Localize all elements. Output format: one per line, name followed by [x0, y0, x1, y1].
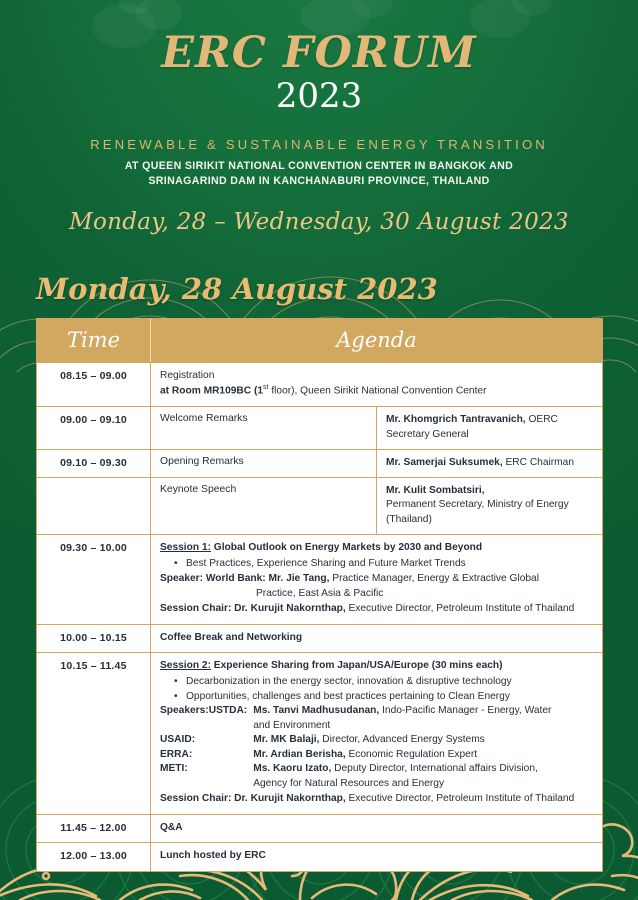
agenda-table	[36, 318, 603, 872]
day-heading: Monday, 28 August 2023	[36, 272, 438, 306]
session-label: Session 1:	[160, 542, 211, 554]
session-chair-label: Session Chair: Dr. Kurujit Nakornthap,	[160, 793, 346, 805]
row-time: 10.15 – 11.45	[37, 653, 151, 814]
speaker-list	[160, 704, 594, 791]
row-agenda: Lunch hosted by ERC	[151, 843, 603, 871]
speaker-role: Indo-Pacific Manager - Energy, Water	[379, 705, 552, 717]
session-heading	[160, 541, 594, 555]
session-label: Session 2:	[160, 660, 211, 672]
column-header-time: Time	[37, 319, 151, 363]
speaker-detail	[253, 762, 594, 791]
list-item: • Decarbonization in the energy sector, innovation & disruptive technology	[160, 675, 594, 690]
speaker-label: Speaker:	[160, 573, 204, 585]
session-chair-line	[160, 792, 594, 806]
session-chair-role: Executive Director, Petroleum Institute of Thailand	[345, 603, 575, 615]
list-item: • Best Practices, Experience Sharing and Future Market Trends	[160, 557, 594, 572]
speaker-name: Ms. Tanvi Madhusudanan,	[253, 705, 380, 717]
speaker-detail	[253, 748, 594, 762]
venue-lines	[0, 159, 638, 189]
row-agenda: Q&A	[151, 814, 603, 842]
speaker-org-name: USTDA:	[208, 705, 248, 717]
speaker-role: OERC Secretary General	[386, 414, 558, 440]
agenda-table-head	[37, 319, 603, 363]
row-time: 09.00 – 09.10	[37, 407, 151, 450]
row-speaker	[377, 449, 603, 477]
speaker-entry	[160, 704, 594, 733]
speaker-org	[160, 704, 253, 733]
row-time	[37, 478, 151, 535]
session-heading	[160, 659, 594, 673]
speaker-name: Mr. Samerjai Suksumek,	[386, 456, 503, 468]
speaker-name: Mr. Kulit Sombatsiri,	[386, 485, 485, 497]
speaker-role: Practice Manager, Energy & Extractive Global	[329, 573, 539, 585]
agenda-table-body	[37, 363, 603, 872]
speaker-role: Director, Advanced Energy Systems	[319, 734, 485, 746]
registration-title: Registration	[160, 370, 215, 381]
speaker-role: Permanent Secretary, Ministry of Energy (Thailand)	[386, 499, 569, 525]
speaker-role: Economic Regulation Expert	[345, 748, 478, 760]
row-time: 11.45 – 12.00	[37, 814, 151, 842]
speaker-role: ERC Chairman	[502, 456, 574, 468]
speaker-role: Deputy Director, International affairs Division,	[331, 763, 538, 775]
table-row	[37, 363, 603, 407]
table-row	[37, 843, 603, 871]
speaker-name: Mr. Ardian Berisha,	[253, 748, 346, 760]
speaker-name: Mr. Khomgrich Tantravanich,	[386, 414, 526, 426]
session-bullets	[160, 675, 594, 705]
speaker-name: World Bank: Mr. Jie Tang,	[203, 573, 330, 585]
poster-header	[0, 0, 638, 235]
row-agenda	[151, 535, 603, 625]
session-title: Experience Sharing from Japan/USA/Europe (30 mins each)	[210, 660, 503, 672]
speaker-org: ERRA:	[160, 748, 193, 760]
row-agenda	[151, 363, 603, 407]
ordinal-suffix: st	[263, 384, 269, 392]
session-bullets	[160, 557, 594, 572]
table-row	[37, 407, 603, 450]
row-time: 09.10 – 09.30	[37, 449, 151, 477]
table-row	[37, 814, 603, 842]
table-row	[37, 653, 603, 814]
speaker-role-continued: and Environment	[253, 719, 331, 731]
title-year: 2023	[275, 76, 363, 116]
registration-room-prefix: at Room MR109BC (1	[160, 385, 264, 397]
row-time: 12.00 – 13.00	[37, 843, 151, 871]
session-speaker-line	[160, 572, 594, 586]
row-time: 09.30 – 10.00	[37, 535, 151, 625]
speaker-detail	[253, 733, 594, 747]
registration-room-suffix: floor), Queen Sirikit National Convention Center	[268, 385, 487, 397]
speaker-name: Mr. MK Balaji,	[253, 734, 320, 746]
list-item: • Opportunities, challenges and best practices pertaining to Clean Energy	[160, 690, 594, 705]
registration-location	[160, 383, 594, 399]
speaker-org: METI:	[160, 763, 188, 775]
table-row	[37, 449, 603, 477]
table-row	[37, 478, 603, 535]
speaker-name: Ms. Kaoru Izato,	[253, 763, 332, 775]
speaker-entry	[160, 762, 594, 791]
row-agenda: Coffee Break and Networking	[151, 624, 603, 652]
table-header-row	[37, 319, 603, 363]
row-time: 08.15 – 09.00	[37, 363, 151, 407]
date-range: Monday, 28 – Wednesday, 30 August 2023	[69, 208, 569, 235]
row-speaker	[377, 407, 603, 450]
row-description: Welcome Remarks	[151, 407, 377, 450]
row-description: Keynote Speech	[151, 478, 377, 535]
session-chair-line	[160, 602, 594, 616]
speaker-entry	[160, 748, 594, 762]
speaker-entry	[160, 733, 594, 747]
row-agenda	[151, 653, 603, 814]
agenda-table-wrapper	[36, 318, 603, 872]
speakers-prefix: Speakers:	[160, 705, 209, 717]
table-row	[37, 624, 603, 652]
page-title: ERC FORUM	[161, 28, 477, 78]
session-chair-role: Executive Director, Petroleum Institute of Thailand	[345, 793, 575, 805]
venue-line-2: SRINAGARIND DAM IN KANCHANABURI PROVINCE, THAILAND	[148, 174, 490, 187]
speaker-org: USAID:	[160, 734, 196, 746]
tagline: RENEWABLE & SUSTAINABLE ENERGY TRANSITION	[90, 136, 548, 152]
speaker-role-continued: Practice, East Asia & Pacific	[256, 587, 384, 599]
column-header-agenda: Agenda	[151, 319, 603, 363]
row-speaker	[377, 478, 603, 535]
speaker-role-continued: Agency for Natural Resources and Energy	[253, 777, 445, 789]
table-row	[37, 535, 603, 625]
session-chair-label: Session Chair: Dr. Kurujit Nakornthap,	[160, 603, 346, 615]
row-description: Opening Remarks	[151, 449, 377, 477]
session-title: Global Outlook on Energy Markets by 2030 and Beyond	[210, 542, 483, 554]
speaker-detail	[253, 704, 594, 733]
row-time: 10.00 – 10.15	[37, 624, 151, 652]
venue-line-1: AT QUEEN SIRIKIT NATIONAL CONVENTION CENTER IN BANGKOK AND	[124, 159, 514, 172]
